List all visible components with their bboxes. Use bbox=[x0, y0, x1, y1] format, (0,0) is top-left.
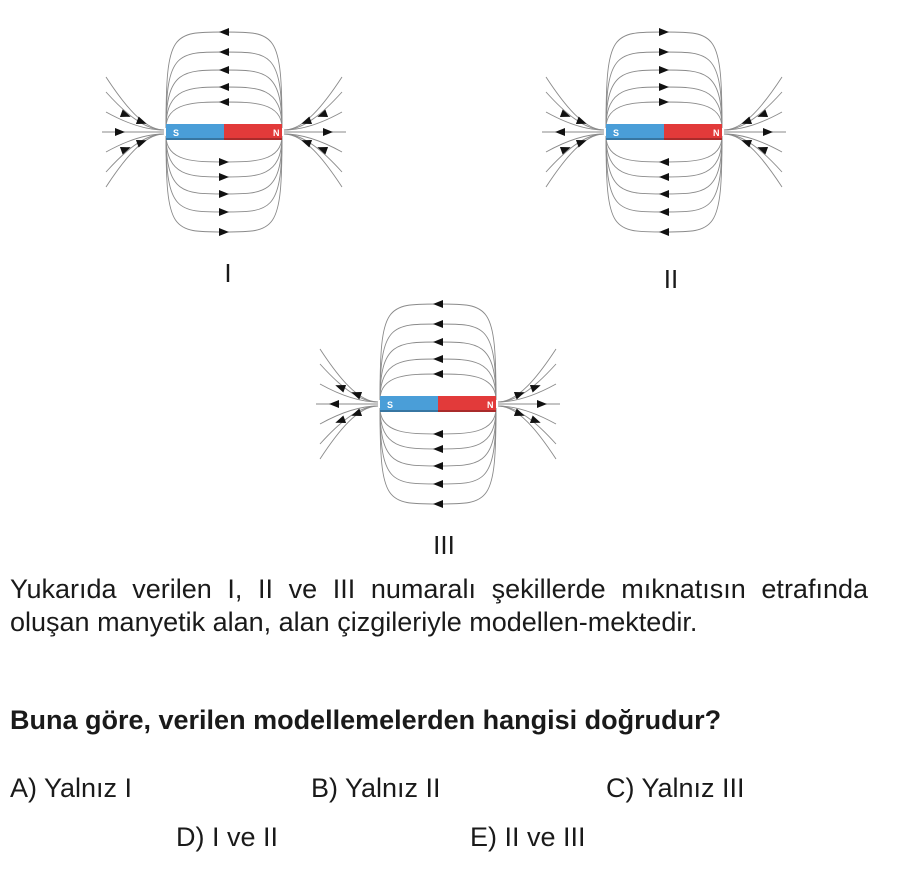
figure-2-label: II bbox=[663, 264, 679, 294]
field-arrow bbox=[334, 416, 346, 427]
field-line bbox=[166, 136, 282, 212]
field-line bbox=[166, 136, 282, 177]
field-arrow bbox=[659, 83, 669, 91]
field-line bbox=[380, 408, 496, 504]
option-e[interactable]: E) II ve III bbox=[470, 822, 586, 852]
field-line bbox=[724, 77, 782, 130]
option-b[interactable]: B) Yalnız II bbox=[311, 773, 441, 803]
field-arrow bbox=[530, 416, 542, 427]
field-arrow bbox=[659, 228, 669, 236]
field-arrow bbox=[219, 48, 229, 56]
field-line bbox=[546, 77, 604, 130]
field-line bbox=[606, 52, 722, 128]
magnet-n-label: N bbox=[713, 128, 720, 138]
field-arrow bbox=[219, 98, 229, 106]
field-line bbox=[166, 136, 282, 194]
field-arrow bbox=[219, 83, 229, 91]
magnet-n-label: N bbox=[487, 400, 494, 410]
field-line bbox=[546, 134, 604, 172]
field-line bbox=[166, 87, 282, 128]
field-arrow bbox=[433, 462, 443, 470]
field-line bbox=[284, 134, 342, 172]
magnet-s-label: S bbox=[613, 128, 620, 138]
field-line bbox=[546, 92, 604, 130]
field-arrow bbox=[659, 66, 669, 74]
field-arrow bbox=[659, 158, 669, 166]
magnet-shadow bbox=[606, 138, 722, 140]
magnet-s-label: S bbox=[173, 128, 180, 138]
field-arrow bbox=[763, 128, 773, 136]
field-line bbox=[606, 136, 722, 212]
field-line bbox=[546, 134, 604, 187]
field-line bbox=[380, 408, 496, 484]
magnet-s-label: S bbox=[387, 400, 394, 410]
field-line bbox=[606, 136, 722, 177]
field-line bbox=[380, 324, 496, 400]
field-line bbox=[106, 134, 164, 187]
option-c[interactable]: C) Yalnız III bbox=[606, 773, 745, 803]
field-arrow bbox=[659, 48, 669, 56]
figure-3-label: III bbox=[433, 530, 455, 560]
field-arrow bbox=[433, 355, 443, 363]
field-line bbox=[498, 349, 556, 402]
field-arrow bbox=[219, 190, 229, 198]
field-line bbox=[320, 406, 378, 459]
field-arrow bbox=[530, 382, 542, 393]
field-line bbox=[380, 408, 496, 449]
field-line bbox=[166, 32, 282, 128]
figure-1-label: I bbox=[224, 258, 232, 288]
field-arrow bbox=[334, 382, 346, 393]
magnet-field-diagram-3 bbox=[310, 294, 566, 516]
field-arrow bbox=[219, 66, 229, 74]
field-line bbox=[320, 364, 378, 402]
field-line bbox=[606, 70, 722, 128]
field-line bbox=[320, 349, 378, 402]
field-arrow bbox=[433, 338, 443, 346]
field-line bbox=[284, 77, 342, 130]
question-text: Yukarıda verilen I, II ve III numaralı şekillerde mıknatısın etrafında oluşan manyetik alan, alan çizgileriyle modellen-mektedir. bbox=[10, 574, 868, 637]
field-line bbox=[106, 134, 164, 172]
field-line bbox=[606, 32, 722, 128]
field-line bbox=[284, 134, 342, 187]
field-line bbox=[320, 406, 378, 444]
field-arrow bbox=[659, 98, 669, 106]
option-d[interactable]: D) I ve II bbox=[176, 822, 279, 852]
field-arrow bbox=[219, 208, 229, 216]
field-line bbox=[166, 52, 282, 128]
field-line bbox=[380, 304, 496, 400]
question-prompt: Buna göre, verilen modellemelerden hangisi doğrudur? bbox=[10, 705, 722, 735]
field-line bbox=[498, 364, 556, 402]
field-arrow bbox=[433, 320, 443, 328]
field-arrow bbox=[219, 173, 229, 181]
field-line bbox=[606, 87, 722, 128]
field-line bbox=[380, 342, 496, 400]
magnet-field-diagram-2 bbox=[536, 22, 792, 244]
field-arrow bbox=[219, 228, 229, 236]
field-line bbox=[724, 92, 782, 130]
field-line bbox=[380, 408, 496, 466]
magnet-field-diagram-1 bbox=[96, 22, 352, 244]
field-line bbox=[498, 406, 556, 444]
field-arrow bbox=[219, 28, 229, 36]
magnet-shadow bbox=[166, 138, 282, 140]
field-arrow bbox=[433, 500, 443, 508]
field-arrow bbox=[433, 300, 443, 308]
field-line bbox=[106, 92, 164, 130]
field-arrow bbox=[659, 208, 669, 216]
field-arrow bbox=[555, 128, 565, 136]
field-arrow bbox=[329, 400, 339, 408]
field-arrow bbox=[659, 28, 669, 36]
field-arrow bbox=[433, 370, 443, 378]
field-line bbox=[606, 136, 722, 194]
field-line bbox=[166, 136, 282, 232]
option-a[interactable]: A) Yalnız I bbox=[10, 773, 133, 803]
field-arrow bbox=[323, 128, 333, 136]
field-arrow bbox=[659, 190, 669, 198]
field-line bbox=[166, 70, 282, 128]
field-line bbox=[106, 77, 164, 130]
figure-3 bbox=[310, 294, 566, 516]
field-arrow bbox=[433, 430, 443, 438]
field-arrow bbox=[659, 173, 669, 181]
field-arrow bbox=[433, 445, 443, 453]
field-arrow bbox=[537, 400, 547, 408]
field-line bbox=[380, 359, 496, 400]
field-line bbox=[498, 406, 556, 459]
field-line bbox=[284, 92, 342, 130]
magnet-n-label: N bbox=[273, 128, 280, 138]
figure-1 bbox=[96, 22, 352, 244]
figure-2 bbox=[536, 22, 792, 244]
field-arrow bbox=[219, 158, 229, 166]
field-arrow bbox=[433, 480, 443, 488]
field-arrow bbox=[115, 128, 125, 136]
field-line bbox=[724, 134, 782, 172]
field-line bbox=[606, 136, 722, 232]
magnet-shadow bbox=[380, 410, 496, 412]
field-line bbox=[724, 134, 782, 187]
